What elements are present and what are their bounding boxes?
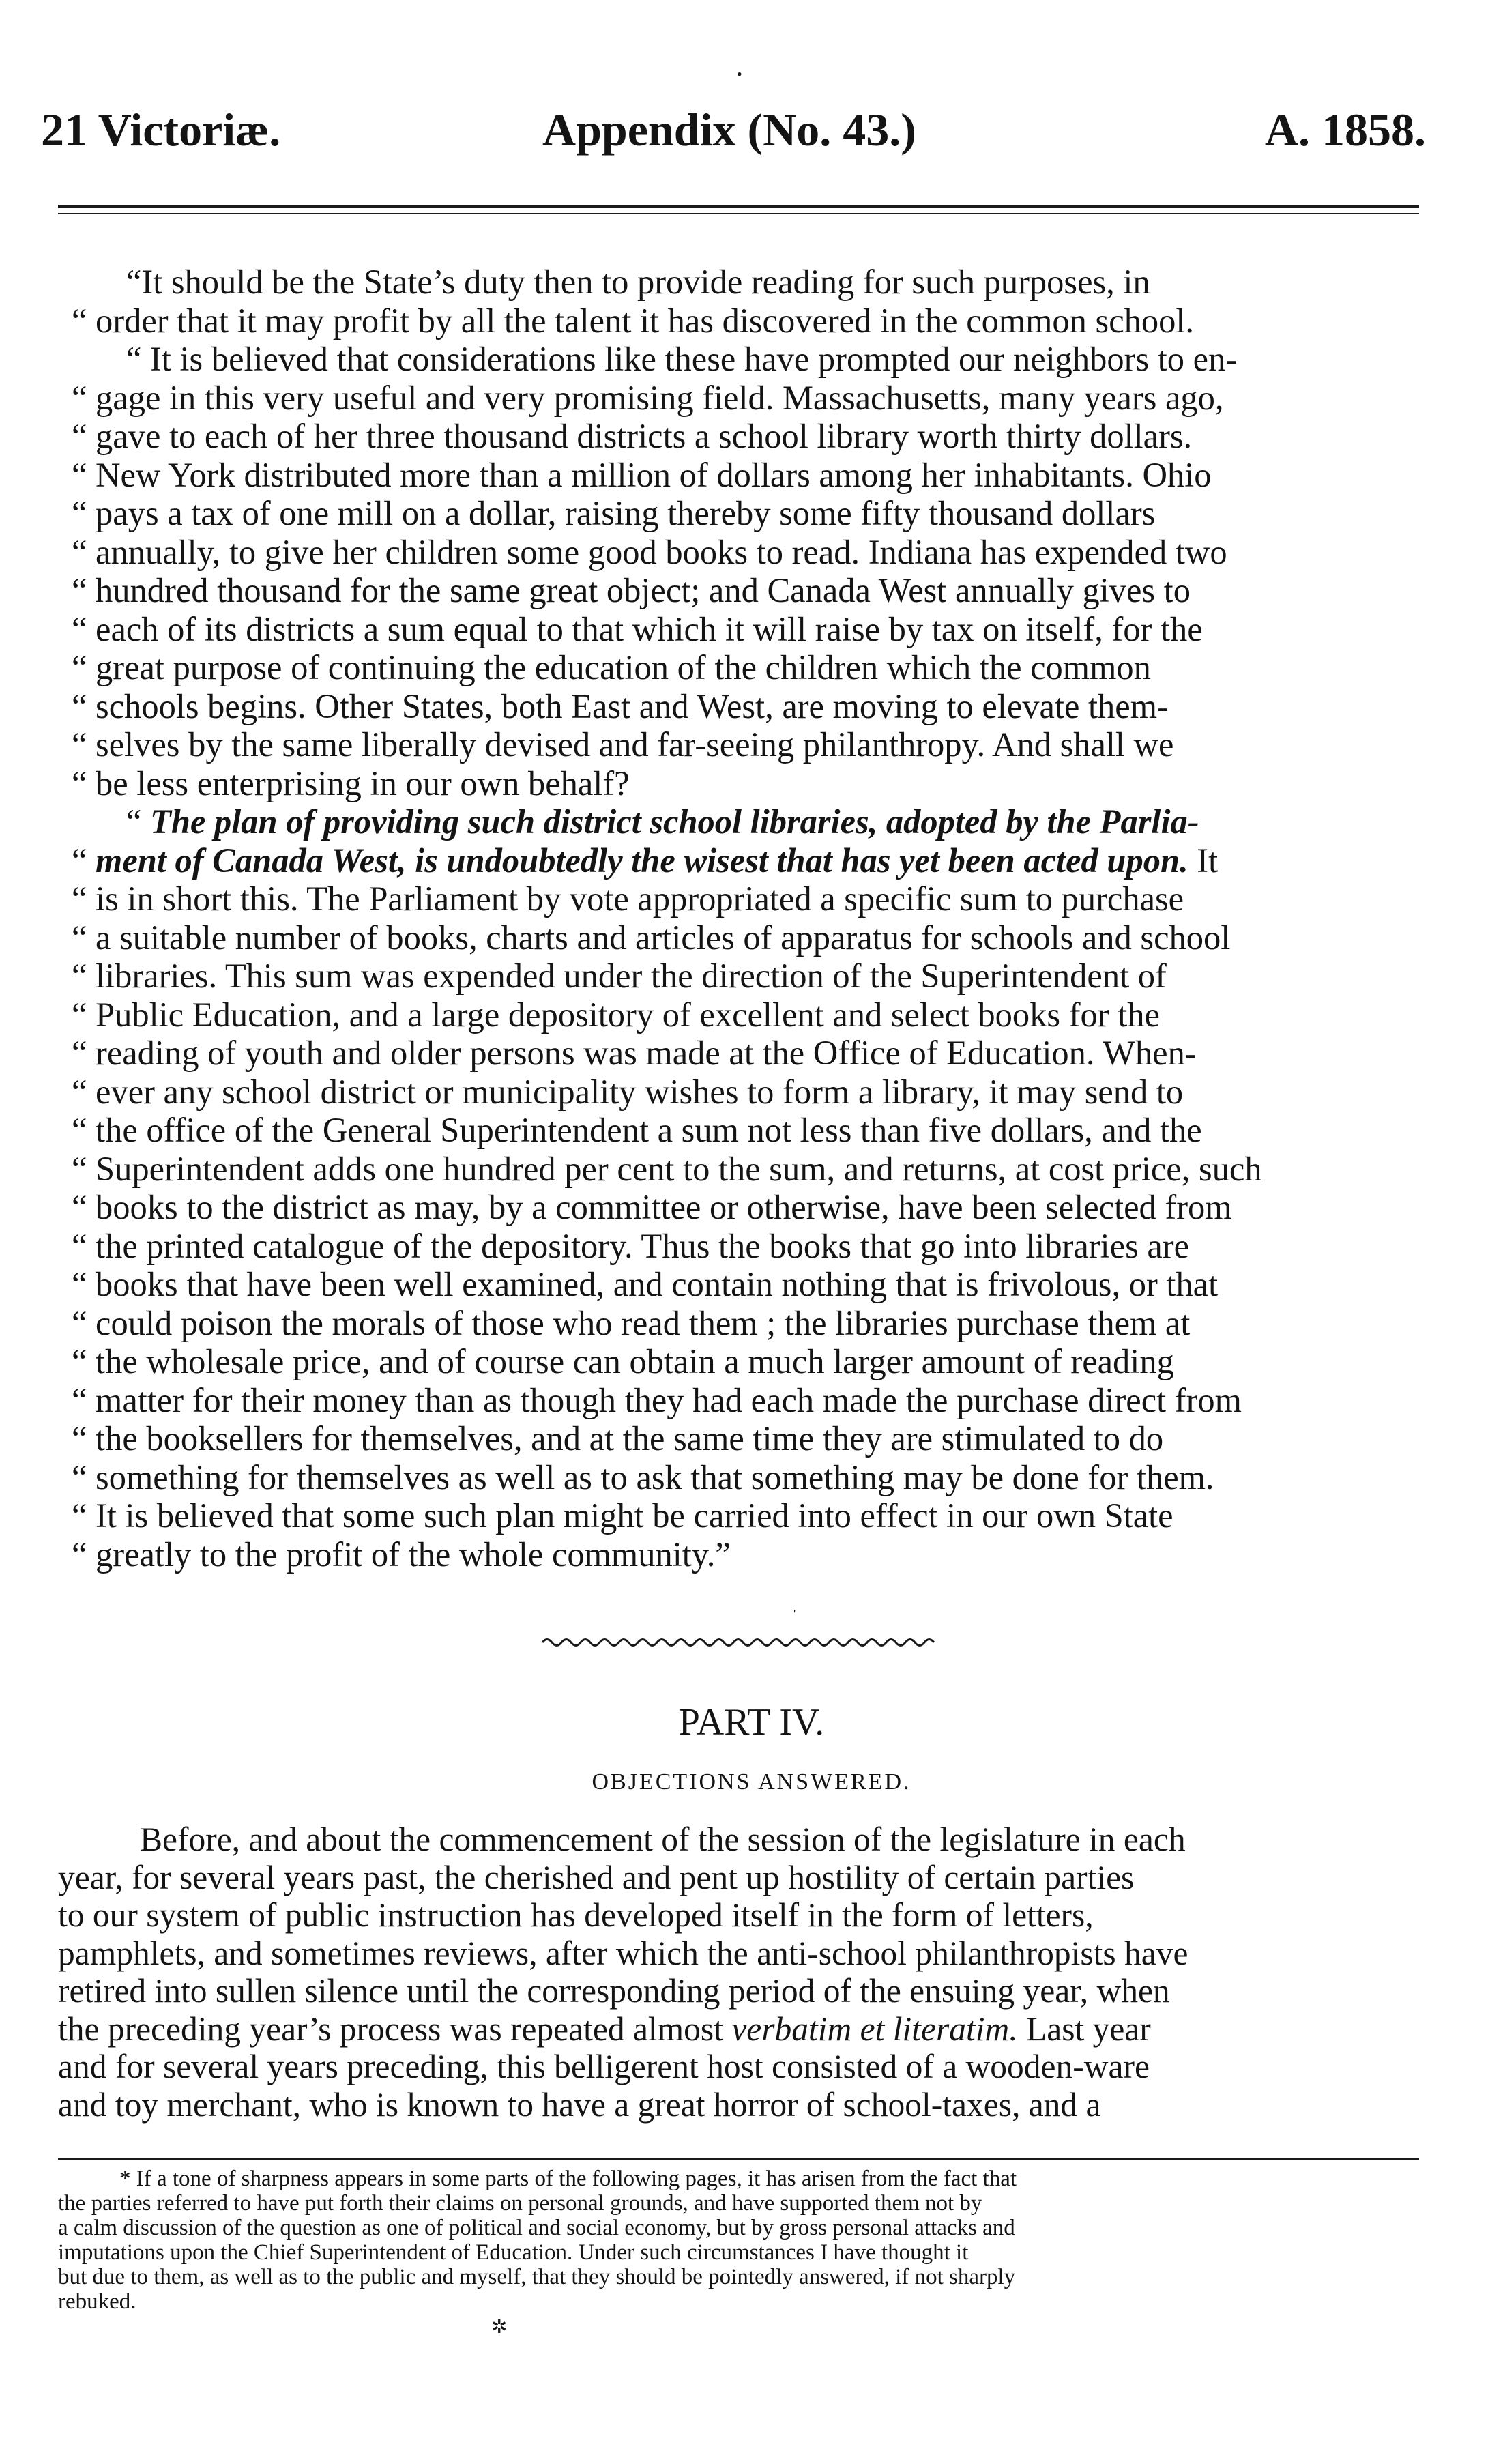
quote-line: “ hundred thousand for the same great object; and Canada West annually gives to [72,571,1191,609]
stray-mark: ' [793,1607,796,1621]
footnote-line: the parties referred to have put forth their claims on personal grounds, and have supported them not by [58,2191,982,2216]
quote-line: “ order that it may profit by all the talent it has discovered in the common school. [72,301,1195,340]
quote-line: “ the printed catalogue of the depository. Thus the books that go into libraries are [72,1226,1189,1265]
quote-line-italic [72,841,1419,880]
body-line: retired into sullen silence until the corresponding period of the ensuing year, when [58,1972,1170,2010]
quote-line: “ the wholesale price, and of course can obtain a much larger amount of reading [72,1342,1174,1380]
quote-line: “ ever any school district or municipality wishes to form a library, it may send to [72,1072,1184,1111]
quote-line: “ each of its districts a sum equal to that which it will raise by tax on itself, for the [72,609,1203,648]
quote-line: “ libraries. This sum was expended under the direction of the Superintendent of [72,957,1167,995]
quote-line: “ books to the district as may, by a committee or otherwise, have been selected from [72,1188,1232,1226]
quote-line: “ annually, to give her children some good books to read. Indiana has expended two [72,532,1227,571]
quote-line: “ selves by the same liberally devised and far-seeing philanthropy. And shall we [72,725,1174,764]
quote-text: It [1197,841,1219,880]
part-title: PART IV. [678,1701,825,1743]
quote-line: “ It is believed that considerations like these have prompted our neighbors to en- [126,340,1238,378]
header-rule-thick [58,205,1419,208]
quote-line: “ great purpose of continuing the education of the children which the common [72,648,1151,686]
quote-line: “ matter for their money than as though they had each made the purchase direct from [72,1380,1242,1419]
quote-line: “ gage in this very useful and very promising field. Massachusetts, many years ago, [72,378,1224,417]
quote-mark: “ [72,841,87,880]
quote-line: “ Superintendent adds one hundred per cent to the sum, and returns, at cost price, such [72,1149,1262,1188]
quote-line: “ reading of youth and older persons was made at the Office of Education. When- [72,1034,1197,1072]
wavy-ornament-divider [542,1634,938,1651]
footnote [58,2166,1419,2314]
page-header [41,102,1426,157]
body-text: the preceding year’s process was repeated almost [58,2010,723,2048]
header-year: A. 1858. [1264,104,1426,156]
quote-line: “ schools begins. Other States, both East and West, are moving to elevate them- [72,686,1169,725]
quote-line: “ pays a tax of one mill on a dollar, raising thereby some fifty thousand dollars [72,494,1156,532]
quote-line: “It should be the State’s duty then to provide reading for such purposes, in [126,263,1150,301]
quote-line: “ is in short this. The Parliament by vote appropriated a specific sum to purchase [72,880,1184,918]
body-line: and toy merchant, who is known to have a great horror of school-taxes, and a [58,2085,1101,2124]
body-line: pamphlets, and sometimes reviews, after which the anti-school philanthropists have [58,1934,1188,1972]
body-line: year, for several years past, the cherished and pent up hostility of certain parties [58,1858,1135,1896]
quote-line: “ It is believed that some such plan might be carried into effect in our own State [72,1496,1173,1535]
body-line: and for several years preceding, this belligerent host consisted of a wooden-ware [58,2048,1150,2085]
footnote-rule [58,2158,1419,2160]
quote-line: “ New York distributed more than a million of dollars among her inhabitants. Ohio [72,455,1212,494]
quote-line-italic [72,802,1419,841]
body-line: to our system of public instruction has developed itself in the form of letters, [58,1896,1094,1934]
header-rule-thin [58,213,1419,214]
footnote-line: a calm discussion of the question as one of political and social economy, but by gross personal attacks and [58,2216,1015,2240]
bottom-ornament-mark: ✲ [491,2317,508,2338]
italic-emphasis: The plan of providing such district school libraries, adopted by the Parlia- [150,802,1199,841]
quote-line: “ Public Education, and a large depository of excellent and select books for the [72,995,1160,1034]
quote-line: “ the office of the General Superintendent a sum not less than five dollars, and the [72,1111,1202,1149]
quote-line: “ something for themselves as well as to ask that something may be done for them. [72,1458,1214,1496]
italic-emphasis: verbatim et literatim. [731,2010,1018,2048]
footnote-line: rebuked. [58,2289,136,2314]
quote-line: “ gave to each of her three thousand districts a school library worth thirty dollars. [72,417,1193,455]
quote-mark: “ [126,802,142,841]
header-appendix: Appendix (No. 43.) [542,104,916,156]
quote-line: “ a suitable number of books, charts and articles of apparatus for schools and school [72,918,1231,957]
quote-line: “ be less enterprising in our own behalf? [72,764,630,802]
body-line [58,2010,1419,2048]
quote-line: “ greatly to the profit of the whole community.” [72,1535,731,1574]
footnote-line: but due to them, as well as to the public and myself, that they should be pointedly answered, if not sharply [58,2265,1016,2289]
body-paragraph [58,1821,1419,2124]
footnote-line: * If a tone of sharpness appears in some parts of the following pages, it has arisen from the fact that [119,2166,1017,2191]
quoted-passage [72,263,1419,1574]
footnote-line: imputations upon the Chief Superintendent of Education. Under such circumstances I have thought it [58,2240,969,2265]
quote-line: “ could poison the morals of those who read them ; the libraries purchase them at [72,1303,1191,1342]
quote-line: “ books that have been well examined, and contain nothing that is frivolous, or that [72,1265,1219,1303]
header-session: 21 Victoriæ. [41,104,281,156]
body-text: Last year [1026,2010,1151,2048]
top-dot-mark: • [737,66,742,83]
part-subtitle: OBJECTIONS ANSWERED. [592,1769,911,1795]
italic-emphasis: ment of Canada West, is undoubtedly the wisest that has yet been acted upon. [96,841,1188,880]
quote-line: “ the booksellers for themselves, and at the same time they are stimulated to do [72,1419,1164,1458]
body-line: Before, and about the commencement of the session of the legislature in each [140,1821,1186,1858]
